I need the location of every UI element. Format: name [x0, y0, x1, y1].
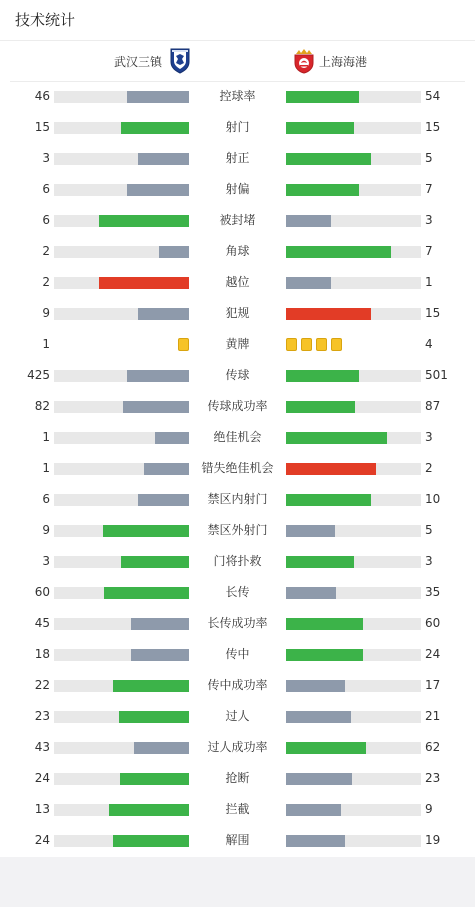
- stat-label: 长传成功率: [207, 616, 268, 630]
- away-stat-value: 19: [425, 833, 441, 847]
- stat-row: [0, 205, 475, 236]
- stat-label: 长传: [225, 585, 250, 599]
- stat-label: 门将扑救: [213, 554, 262, 568]
- home-stat-value: 43: [34, 740, 50, 754]
- away-stat-bar: [286, 525, 421, 537]
- away-stat-bar-fill: [286, 122, 354, 134]
- home-stat-bar-fill: [113, 835, 189, 847]
- home-stat-bar: [54, 246, 189, 258]
- away-stat-value: 1: [425, 275, 433, 289]
- away-stat-bar: [286, 91, 421, 103]
- home-stat-bar-fill: [138, 494, 189, 506]
- home-stat-value: 3: [42, 151, 50, 165]
- home-stat-value: 6: [42, 182, 50, 196]
- stat-label: 控球率: [219, 89, 256, 103]
- away-stat-bar: [286, 711, 421, 723]
- home-stat-value: 60: [34, 585, 50, 599]
- home-stat-bar-fill: [104, 587, 189, 599]
- home-stat-bar-fill: [127, 370, 189, 382]
- stat-row: [0, 143, 475, 174]
- stat-label: 错失绝佳机会: [201, 461, 274, 475]
- home-stat-value: 2: [42, 275, 50, 289]
- home-stat-bar: [54, 556, 189, 568]
- home-stat-bar-fill: [144, 463, 189, 475]
- away-stat-bar: [286, 122, 421, 134]
- away-stat-bar: [286, 246, 421, 258]
- home-stat-bar-fill: [127, 91, 189, 103]
- stat-label: 传中成功率: [207, 678, 268, 692]
- away-stat-bar-fill: [286, 401, 355, 413]
- away-stat-bar-fill: [286, 246, 391, 258]
- away-stat-bar: [286, 618, 421, 630]
- stat-row: [0, 81, 475, 112]
- away-stat-value: 10: [425, 492, 441, 506]
- away-stat-bar-fill: [286, 277, 331, 289]
- home-yellow-cards: [178, 338, 189, 351]
- stat-row: [0, 267, 475, 298]
- away-stat-value: 21: [425, 709, 441, 723]
- stat-row: [0, 732, 475, 763]
- away-stat-bar-fill: [286, 184, 359, 196]
- stat-row: [0, 763, 475, 794]
- away-stat-bar-fill: [286, 91, 359, 103]
- away-stat-bar: [286, 370, 421, 382]
- away-stat-value: 54: [425, 89, 441, 103]
- stat-label: 绝佳机会: [213, 430, 262, 444]
- home-stat-bar: [54, 525, 189, 537]
- home-stat-bar-fill: [103, 525, 189, 537]
- home-stat-bar: [54, 308, 189, 320]
- home-stat-bar-fill: [138, 308, 189, 320]
- away-stat-bar: [286, 277, 421, 289]
- away-stat-bar: [286, 463, 421, 475]
- home-team[interactable]: [114, 41, 190, 81]
- away-stat-value: 24: [425, 647, 441, 661]
- home-stat-bar: [54, 91, 189, 103]
- home-stat-bar: [54, 835, 189, 847]
- away-stat-bar-fill: [286, 835, 345, 847]
- home-stat-bar-fill: [134, 742, 189, 754]
- home-stat-bar: [54, 122, 189, 134]
- home-stat-value: 22: [34, 678, 50, 692]
- stat-row: [0, 546, 475, 577]
- home-stat-value: 15: [34, 120, 50, 134]
- away-stat-bar-fill: [286, 804, 341, 816]
- away-stat-value: 23: [425, 771, 441, 785]
- stat-row: [0, 825, 475, 856]
- home-stat-bar: [54, 773, 189, 785]
- away-stat-bar: [286, 308, 421, 320]
- away-stat-value: 62: [425, 740, 441, 754]
- away-stat-value: 35: [425, 585, 441, 599]
- stat-label: 禁区外射门: [207, 523, 268, 537]
- stat-row: [0, 515, 475, 546]
- home-stat-bar-fill: [123, 401, 189, 413]
- home-stat-bar: [54, 370, 189, 382]
- away-stat-value: 2: [425, 461, 433, 475]
- home-stat-bar: [54, 494, 189, 506]
- stat-row: [0, 174, 475, 205]
- away-stat-bar: [286, 494, 421, 506]
- home-stat-value: 6: [42, 213, 50, 227]
- home-stat-bar: [54, 463, 189, 475]
- away-stat-value: 17: [425, 678, 441, 692]
- away-stat-bar-fill: [286, 742, 366, 754]
- away-stat-value: 15: [425, 306, 441, 320]
- home-stat-value: 9: [42, 523, 50, 537]
- shanghai-port-crest-icon: [293, 48, 313, 74]
- away-stat-bar: [286, 556, 421, 568]
- stats-list: [0, 81, 475, 856]
- home-stat-value: 2: [42, 244, 50, 258]
- stat-label: 禁区内射门: [207, 492, 268, 506]
- away-team[interactable]: [293, 41, 367, 81]
- home-stat-value: 13: [34, 802, 50, 816]
- home-stat-bar: [54, 711, 189, 723]
- stat-row: [0, 453, 475, 484]
- home-stat-bar-fill: [159, 246, 189, 258]
- away-stat-bar-fill: [286, 680, 345, 692]
- away-stat-bar: [286, 804, 421, 816]
- away-stat-bar: [286, 401, 421, 413]
- away-stat-bar-fill: [286, 525, 335, 537]
- yellow-card-icon: [178, 338, 189, 351]
- stat-label: 拦截: [225, 802, 250, 816]
- stat-row: [0, 701, 475, 732]
- home-stat-value: 23: [34, 709, 50, 723]
- home-stat-value: 24: [34, 833, 50, 847]
- home-stat-bar-fill: [99, 215, 189, 227]
- home-stat-value: 24: [34, 771, 50, 785]
- away-stat-bar-fill: [286, 649, 363, 661]
- home-stat-bar: [54, 215, 189, 227]
- home-stat-bar-fill: [138, 153, 189, 165]
- home-stat-bar: [54, 184, 189, 196]
- stat-row: [0, 670, 475, 701]
- stat-label: 越位: [225, 275, 250, 289]
- away-stat-bar: [286, 835, 421, 847]
- away-stat-bar-fill: [286, 215, 331, 227]
- stat-row: [0, 794, 475, 825]
- away-stat-bar: [286, 184, 421, 196]
- yellow-card-icon: [331, 338, 342, 351]
- stat-label: 黄牌: [225, 337, 250, 351]
- away-stat-value: 3: [425, 430, 433, 444]
- away-stat-value: 3: [425, 554, 433, 568]
- home-stat-value: 82: [34, 399, 50, 413]
- home-stat-bar: [54, 742, 189, 754]
- away-stat-bar-fill: [286, 370, 359, 382]
- home-stat-bar-fill: [131, 649, 189, 661]
- stat-label: 射偏: [225, 182, 250, 196]
- teams-header: [10, 41, 465, 82]
- away-stat-value: 5: [425, 523, 433, 537]
- wuhan-crest-icon: [170, 48, 190, 74]
- home-stat-value: 46: [34, 89, 50, 103]
- stat-label: 射门: [225, 120, 250, 134]
- home-stat-bar: [54, 804, 189, 816]
- away-stat-value: 7: [425, 182, 433, 196]
- stat-label: 传中: [225, 647, 250, 661]
- home-stat-bar: [54, 153, 189, 165]
- home-stat-bar-fill: [127, 184, 189, 196]
- home-stat-bar-fill: [119, 711, 189, 723]
- home-stat-bar-fill: [99, 277, 189, 289]
- home-stat-bar: [54, 680, 189, 692]
- away-stat-bar-fill: [286, 556, 354, 568]
- away-stat-value: 15: [425, 120, 441, 134]
- home-stat-bar-fill: [155, 432, 189, 444]
- away-stat-value: 9: [425, 802, 433, 816]
- away-stat-value: 501: [425, 368, 448, 382]
- yellow-card-icon: [301, 338, 312, 351]
- stat-row: [0, 360, 475, 391]
- stat-row: [0, 329, 475, 360]
- stat-label: 过人成功率: [207, 740, 268, 754]
- away-stat-value: 5: [425, 151, 433, 165]
- home-stat-value: 3: [42, 554, 50, 568]
- home-stat-value: 1: [42, 461, 50, 475]
- home-stat-bar-fill: [131, 618, 189, 630]
- stat-label: 被封堵: [219, 213, 256, 227]
- stat-label: 传球成功率: [207, 399, 268, 413]
- stat-label: 过人: [225, 709, 250, 723]
- stat-label: 传球: [225, 368, 250, 382]
- away-stat-bar-fill: [286, 494, 371, 506]
- yellow-card-icon: [316, 338, 327, 351]
- home-stat-value: 1: [42, 337, 50, 351]
- stat-row: [0, 422, 475, 453]
- home-team-name: 武汉三镇: [114, 54, 163, 69]
- home-stat-value: 425: [27, 368, 50, 382]
- away-stat-bar-fill: [286, 153, 371, 165]
- away-stat-bar-fill: [286, 432, 387, 444]
- home-stat-bar-fill: [109, 804, 189, 816]
- stat-row: [0, 577, 475, 608]
- home-stat-value: 6: [42, 492, 50, 506]
- away-stat-bar: [286, 432, 421, 444]
- stat-row: [0, 112, 475, 143]
- home-stat-value: 9: [42, 306, 50, 320]
- away-stat-bar: [286, 649, 421, 661]
- stat-row: [0, 639, 475, 670]
- stat-label: 犯规: [225, 306, 250, 320]
- home-stat-bar: [54, 649, 189, 661]
- away-stat-bar-fill: [286, 773, 352, 785]
- home-stat-bar: [54, 587, 189, 599]
- home-stat-bar: [54, 432, 189, 444]
- away-stat-value: 3: [425, 213, 433, 227]
- away-stat-value: 4: [425, 337, 433, 351]
- away-stat-bar: [286, 153, 421, 165]
- home-stat-bar-fill: [121, 556, 189, 568]
- stat-label: 角球: [225, 244, 250, 258]
- home-stat-bar-fill: [120, 773, 189, 785]
- stat-label: 抢断: [225, 771, 250, 785]
- home-stat-value: 45: [34, 616, 50, 630]
- away-stat-bar: [286, 773, 421, 785]
- away-stat-bar-fill: [286, 308, 371, 320]
- away-stat-bar: [286, 680, 421, 692]
- home-stat-bar-fill: [121, 122, 189, 134]
- away-stat-value: 7: [425, 244, 433, 258]
- away-yellow-cards: [286, 338, 342, 351]
- home-stat-bar: [54, 401, 189, 413]
- yellow-card-icon: [286, 338, 297, 351]
- stat-row: [0, 298, 475, 329]
- home-stat-bar-fill: [113, 680, 189, 692]
- home-stat-bar: [54, 618, 189, 630]
- home-stat-value: 1: [42, 430, 50, 444]
- away-stat-bar-fill: [286, 618, 363, 630]
- away-stat-bar-fill: [286, 711, 351, 723]
- stat-row: [0, 391, 475, 422]
- stat-row: [0, 608, 475, 639]
- away-stat-bar-fill: [286, 587, 336, 599]
- away-stat-bar: [286, 742, 421, 754]
- home-stat-value: 18: [34, 647, 50, 661]
- stat-label: 射正: [225, 151, 250, 165]
- away-stat-value: 87: [425, 399, 441, 413]
- away-stat-value: 60: [425, 616, 441, 630]
- away-team-name: 上海海港: [319, 54, 368, 69]
- stat-row: [0, 484, 475, 515]
- away-stat-bar: [286, 215, 421, 227]
- stat-label: 解围: [225, 833, 250, 847]
- stat-row: [0, 236, 475, 267]
- home-stat-bar: [54, 277, 189, 289]
- away-stat-bar: [286, 587, 421, 599]
- page-title: 技术统计: [0, 0, 475, 41]
- away-stat-bar-fill: [286, 463, 376, 475]
